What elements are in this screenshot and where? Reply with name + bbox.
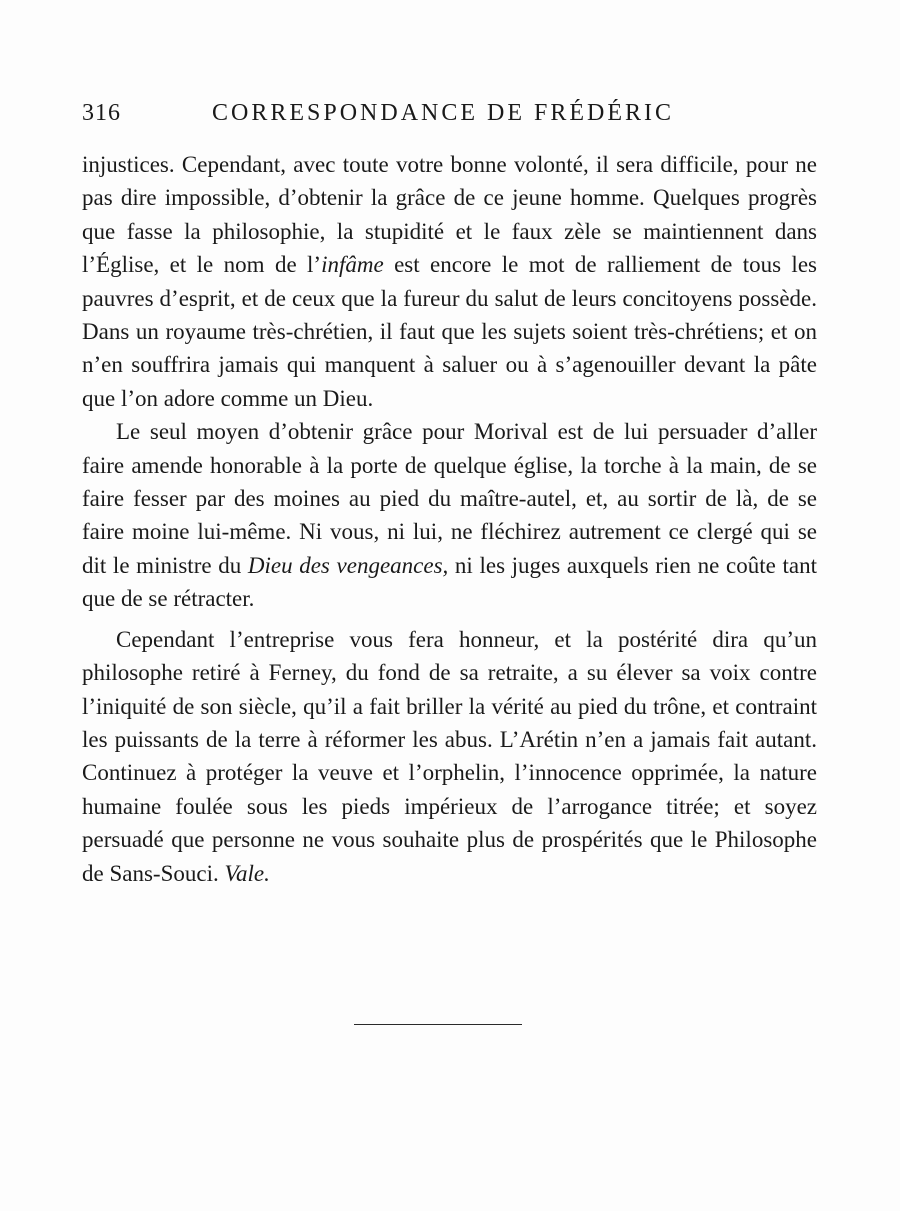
letter-body [82, 148, 817, 890]
paragraph-1-italic: infâme [321, 252, 384, 278]
paragraph-1 [82, 148, 817, 415]
paragraph-3-italic: Vale. [224, 860, 270, 886]
running-head [82, 100, 817, 140]
running-title: CORRESPONDANCE DE FRÉDÉRIC [212, 100, 675, 126]
paragraph-3 [82, 623, 817, 890]
paragraph-3-text-a: Cependant l’entreprise vous fera honneur, et la postérité dira qu’un philosophe retiré à Ferney, du fond de sa retraite, a su élever sa voix contre l’iniquité de son siècle, qu’il a fait briller la vérité au pied du trône, et contraint les puissants de la terre à réformer les abus. L’Arétin n’en a jamais fait autant. Continuez à protéger la veuve et l’orphelin, l’innocence opprimée, la nature humaine foulée sous les pieds impérieux de l’arrogance titrée; et soyez persuadé que personne ne vous souhaite plus de prospérités que le Philosophe de Sans-Souci. [82, 626, 817, 886]
paragraph-2-italic: Dieu des vengeances, [247, 552, 449, 578]
paragraph-2 [82, 415, 817, 615]
page-number: 316 [82, 100, 121, 126]
paragraph-1-text-a: injustices. Cependant, avec toute votre bonne volonté, il sera difficile, pour ne pas dire impossible, d’obtenir la grâce de ce jeune homme. Quelques progrès que fasse la philosophie, la stupidité et le faux zèle se maintiennent dans l’Église, et le nom de l’ [82, 152, 817, 278]
paragraph-2-text-b: ni les juges auxquels rien ne coûte tant que de se rétracter. [82, 552, 817, 612]
closing-rule [354, 1024, 522, 1025]
paragraph-1-text-b: est encore le mot de ralliement de tous les pauvres d’esprit, et de ceux que la fureur du salut de leurs concitoyens possède. Dans un royaume très-chrétien, il faut que les sujets soient très-chrétiens; et on n’en souffrira jamais qui manquent à saluer ou à s’agenouiller devant la pâte que l’on adore comme un Dieu. [82, 252, 817, 411]
paragraph-2-text-a: Le seul moyen d’obtenir grâce pour Morival est de lui persuader d’aller faire amende honorable à la porte de quelque église, la torche à la main, de se faire fesser par des moines au pied du maître-autel, et, au sortir de là, de se faire moine lui-même. Ni vous, ni lui, ne fléchirez autrement ce clergé qui se dit le ministre du [82, 419, 817, 578]
